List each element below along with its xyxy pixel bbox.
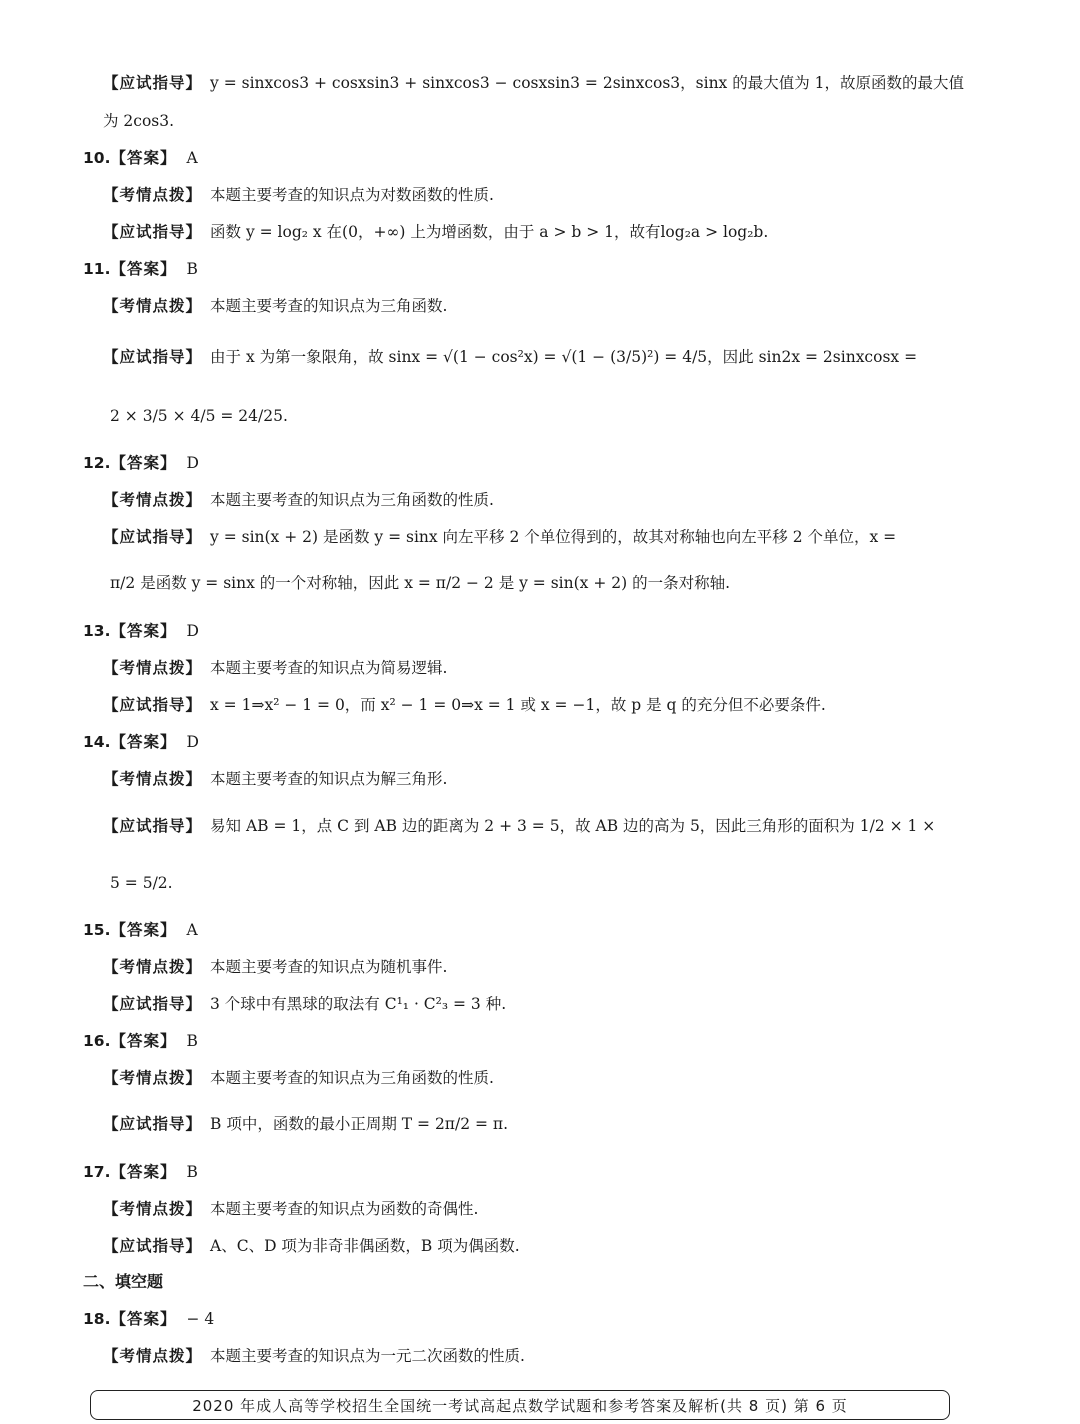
question-number: 12.	[83, 454, 111, 472]
section-tag: 【应试指导】	[103, 696, 203, 714]
explanation-text: 由于 x 为第一象限角，故 sinx = √(1 − cos²x) = √(1 − (3/5)²) = 4/5，因此 sin2x = 2sinxcosx =	[210, 348, 918, 366]
section-tag: 【考情点拨】	[103, 770, 203, 788]
section-tag: 【考情点拨】	[103, 1069, 203, 1087]
answer-value: D	[186, 622, 199, 640]
explanation-row	[103, 1067, 494, 1089]
section-tag: 【应试指导】	[103, 1115, 203, 1133]
explanation-text: 本题主要考查的知识点为函数的奇偶性.	[210, 1200, 479, 1218]
explanation-text: x = 1⇒x² − 1 = 0，而 x² − 1 = 0⇒x = 1 或 x = −1，故 p 是 q 的充分但不必要条件.	[210, 696, 826, 714]
explanation-row	[103, 221, 768, 243]
footer-text: 2020 年成人高等学校招生全国统一考试高起点数学试题和参考答案及解析(共 8 页) 第 6 页	[192, 1397, 848, 1415]
explanation-text: 本题主要考查的知识点为随机事件.	[210, 958, 448, 976]
section-tag: 【考情点拨】	[103, 186, 203, 204]
explanation-row	[103, 657, 447, 679]
explanation-row	[103, 993, 506, 1015]
section-tag: 【答案】	[110, 1032, 177, 1050]
explanation-text: 本题主要考查的知识点为三角函数的性质.	[210, 491, 494, 509]
section-tag: 【应试指导】	[103, 995, 203, 1013]
section-heading: 二、填空题	[83, 1272, 164, 1291]
explanation-text: 易知 AB = 1，点 C 到 AB 边的距离为 2 + 3 = 5，故 AB 边的高为 5，因此三角形的面积为 1/2 × 1 ×	[210, 817, 936, 835]
explanation-row	[103, 815, 935, 837]
explanation-text: 2 × 3/5 × 4/5 = 24/25.	[110, 407, 288, 425]
section-tag: 【应试指导】	[103, 528, 203, 546]
explanation-text: 为 2cos3.	[103, 112, 175, 130]
explanation-row	[103, 295, 447, 317]
answer-value: B	[186, 1032, 198, 1050]
question-number: 18.	[83, 1310, 111, 1328]
explanation-row	[110, 872, 173, 894]
section-tag: 【考情点拨】	[103, 297, 203, 315]
explanation-row	[103, 1113, 508, 1135]
section-tag: 【考情点拨】	[103, 659, 203, 677]
explanation-row	[103, 184, 494, 206]
answer-row	[83, 147, 198, 169]
section-tag: 【考情点拨】	[103, 491, 203, 509]
explanation-text: 本题主要考查的知识点为三角函数.	[210, 297, 448, 315]
question-number: 13.	[83, 622, 111, 640]
section-tag: 【答案】	[110, 622, 177, 640]
section-tag: 【答案】	[110, 733, 177, 751]
explanation-text: y = sin(x + 2) 是函数 y = sinx 向左平移 2 个单位得到的，故其对称轴也向左平移 2 个单位，x =	[210, 528, 897, 546]
explanation-row	[103, 110, 174, 132]
explanation-row	[110, 572, 730, 594]
explanation-row	[103, 1198, 478, 1220]
question-number: 10.	[83, 149, 111, 167]
answer-value: D	[186, 454, 199, 472]
section-tag: 【应试指导】	[103, 817, 203, 835]
answer-row	[83, 731, 199, 753]
section-tag: 【应试指导】	[103, 1237, 203, 1255]
answer-row	[83, 258, 198, 280]
question-number: 16.	[83, 1032, 111, 1050]
answer-row	[83, 1161, 198, 1183]
explanation-row	[103, 346, 917, 368]
answer-row	[83, 452, 199, 474]
explanation-text: 本题主要考查的知识点为对数函数的性质.	[210, 186, 494, 204]
explanation-text: 本题主要考查的知识点为一元二次函数的性质.	[210, 1347, 525, 1365]
explanation-text: B 项中，函数的最小正周期 T = 2π/2 = π.	[210, 1115, 509, 1133]
explanation-text: 本题主要考查的知识点为三角函数的性质.	[210, 1069, 494, 1087]
question-number: 14.	[83, 733, 111, 751]
section-tag: 【答案】	[110, 149, 177, 167]
answer-value: B	[186, 1163, 198, 1181]
section-tag: 【答案】	[110, 260, 177, 278]
section-tag: 【考情点拨】	[103, 1347, 203, 1365]
explanation-text: 5 = 5/2.	[110, 874, 173, 892]
section-tag: 【答案】	[110, 1310, 177, 1328]
explanation-row	[103, 526, 896, 548]
answer-value: A	[186, 921, 198, 939]
section-tag: 【考情点拨】	[103, 1200, 203, 1218]
section-tag: 【应试指导】	[103, 74, 203, 92]
answer-row	[83, 1030, 198, 1052]
explanation-row	[103, 1235, 520, 1257]
explanation-row	[103, 489, 494, 511]
section-tag: 【应试指导】	[103, 223, 203, 241]
question-number: 11.	[83, 260, 111, 278]
answer-row	[83, 620, 199, 642]
explanation-text: A、C、D 项为非奇非偶函数，B 项为偶函数.	[210, 1237, 520, 1255]
explanation-row	[110, 405, 288, 427]
answer-row	[83, 1308, 214, 1330]
explanation-row	[103, 768, 447, 790]
explanation-row	[103, 1345, 525, 1367]
explanation-text: 3 个球中有黑球的取法有 C¹₁ · C²₃ = 3 种.	[210, 995, 507, 1013]
answer-row	[83, 919, 198, 941]
section-tag: 【应试指导】	[103, 348, 203, 366]
question-number: 15.	[83, 921, 111, 939]
section-tag: 【答案】	[110, 1163, 177, 1181]
explanation-text: 函数 y = log₂ x 在(0，+∞) 上为增函数，由于 a > b > 1，故有log₂a > log₂b.	[210, 223, 769, 241]
answer-value: B	[186, 260, 198, 278]
explanation-text: 本题主要考查的知识点为解三角形.	[210, 770, 448, 788]
section-tag: 【考情点拨】	[103, 958, 203, 976]
answer-value: A	[186, 149, 198, 167]
answer-value: − 4	[186, 1310, 215, 1328]
section-tag: 【答案】	[110, 454, 177, 472]
answer-value: D	[186, 733, 199, 751]
question-number: 17.	[83, 1163, 111, 1181]
explanation-text: 本题主要考查的知识点为简易逻辑.	[210, 659, 448, 677]
section-tag: 【答案】	[110, 921, 177, 939]
explanation-text: π/2 是函数 y = sinx 的一个对称轴，因此 x = π/2 − 2 是 y = sin(x + 2) 的一条对称轴.	[110, 574, 731, 592]
explanation-row	[103, 956, 447, 978]
explanation-text: y = sinxcos3 + cosxsin3 + sinxcos3 − cosxsin3 = 2sinxcos3，sinx 的最大值为 1，故原函数的最大值	[210, 74, 965, 92]
explanation-row	[103, 694, 826, 716]
explanation-row	[103, 72, 964, 94]
page-footer	[90, 1390, 950, 1420]
